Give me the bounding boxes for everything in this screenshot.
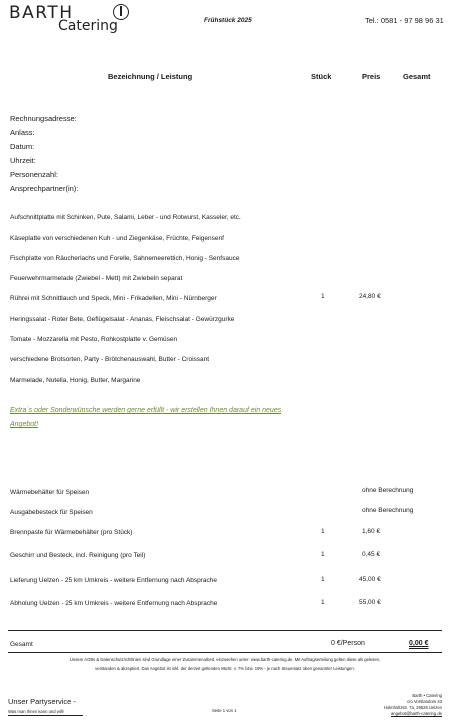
totals-bottom-rule [8,652,442,653]
address-email: angebot@barth-catering.de [390,711,442,716]
service-item-price: ohne Berechnung [362,507,414,514]
info-time: Uhrzeit: [10,156,36,165]
menu-item: Heringssalat - Roter Bete, Geflügelsalat - Ananas, Fleischsalat - Gewürzgurke [10,316,235,323]
service-item-price: ohne Berechnung [362,487,414,494]
menu-item: Fischplatte von Räucherlachs und Forelle, Sahnemeerettich, Honig - Senfsauce [10,255,240,262]
totals-top-rule [8,630,442,631]
page-number: Seite 1 von 1 [212,708,237,713]
column-total: Gesamt [403,72,431,81]
menu-item: Rührei mit Schnittlauch und Speck, Mini - Frikadellen, Mini - Nürnberger [10,295,217,302]
logo-brand-top: BARTH [9,3,74,23]
menu-item-quantity: 1 [321,293,325,300]
menu-item-price: 24,80 € [359,293,381,300]
service-item-price: 55,00 € [359,599,381,606]
address-line-1: Barth • Catering [412,693,442,698]
menu-item: Tomate - Mozzarella mit Pesto, Rohkostplatte v. Gemüsen [10,336,178,343]
menu-item: Marmelade, Nutella, Honig, Butter, Margarine [10,377,141,384]
service-item-quantity: 1 [321,528,325,535]
service-item-price: 45,00 € [359,576,381,583]
info-occasion: Anlass: [10,128,35,137]
column-price: Preis [362,72,381,81]
service-item: Wärmebehälter für Speisen [10,489,90,496]
phone-number: Tel.: 0581 - 97 98 96 31 [365,16,444,25]
menu-item: Aufschnittplatte mit Schinken, Pute, Salami, Leber - und Rotwurst, Kasseler, etc. [10,214,241,221]
info-contact-person: Ansprechpartner(in): [10,184,79,193]
logo-brand-bottom: Catering [58,18,118,34]
service-item-quantity: 1 [321,576,325,583]
menu-item: verschiedene Brotsorten, Party - Brötchenauswahl, Butter - Croissant [10,356,210,363]
slogan-subtitle: Was man Ihnen kann und will! [8,709,64,714]
total-per-person: 0 €/Person [331,640,365,647]
total-amount: 0,00 € [409,640,429,647]
service-item: Geschirr und Besteck, incl. Reinigung (pro Teil) [10,552,146,559]
special-requests-note: Extra´s oder Sonderwünsche werden gerne erfüllt - wir erstellen Ihnen darauf ein neues Angebot! [10,407,282,428]
column-description: Bezeichnung / Leistung [108,72,193,81]
info-guest-count: Personenzahl: [10,170,58,179]
address-line-2: c/o Vorstandom 43 [407,699,442,704]
service-item: Ausgabebesteck für Speisen [10,509,93,516]
terms-line-2: verstanden & akzeptiert. Das Angebot ist inkl. der derzeit geltenden MwSt. v. 7% bzw. 19% - je nach Steuersatz oben genannter Leistungen. [95,666,355,671]
service-item-price: 1,60 € [362,528,381,535]
address-line-3: Holmholtzstr. 7a, 29525 Uelzen [383,705,442,710]
service-item-quantity: 1 [321,599,325,606]
service-item-quantity: 1 [321,551,325,558]
menu-item: Feuerwehrmarmelade (Zwiebel - Mett) mit Zwiebeln separat [10,275,183,282]
column-quantity: Stück [311,72,332,81]
terms-line-1: Unsere AGBs & Datenschutzrichtlinien sind Grundlage einer Zusammenarbeit, einzusehen unter: www.barth-catering.de. Mit Auftragserteilung gelten diese als gelesen, [69,657,381,662]
slogan-title: Unser Partyservice - [8,697,76,706]
info-date: Datum: [10,142,35,151]
slogan-underline [8,715,83,716]
document-title: Frühstück 2025 [204,17,252,24]
service-item: Brennpaste für Wärmebehälter (pro Stück) [10,529,133,536]
service-item: Abholung Uelzen - 25 km Umkreis - weitere Entfernung nach Absprache [10,600,218,607]
service-item-price: 0,45 € [362,551,381,558]
total-label: Gesamt [10,641,33,648]
info-billing-address: Rechnungsadresse: [10,114,77,123]
service-item: Lieferung Uelzen - 25 km Umkreis - weitere Entfernung nach Absprache [10,577,218,584]
menu-item: Käseplatte von verschiedenen Kuh - und Ziegenkäse, Früchte, Feigensenf [10,235,224,242]
